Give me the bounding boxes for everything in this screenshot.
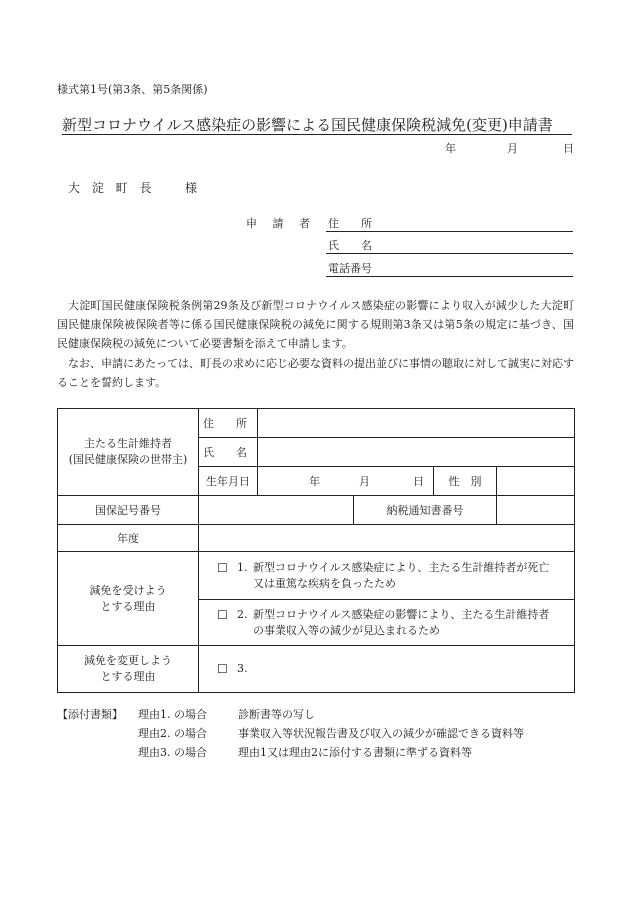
form-title: 新型コロナウイルス感染症の影響による国民健康保険税減免(変更)申請書 bbox=[62, 116, 553, 134]
fiscal-year-label: 年度 bbox=[58, 525, 199, 552]
reason-1-text: 新型コロナウイルス感染症により、主たる生計維持者が死亡 bbox=[253, 560, 550, 574]
insurance-number-label: 国保記号番号 bbox=[58, 496, 199, 525]
tax-notice-number-field[interactable] bbox=[497, 496, 575, 525]
change-reason-cell bbox=[58, 646, 199, 693]
sex-field[interactable] bbox=[497, 467, 575, 496]
birthdate-field[interactable] bbox=[258, 467, 434, 496]
attachment-case-2: 理由2. の場合 bbox=[138, 727, 207, 740]
earner-name-field[interactable] bbox=[258, 438, 575, 467]
insurance-number-field[interactable] bbox=[199, 496, 354, 525]
change-reason-label: 減免を変更しよう bbox=[84, 654, 172, 667]
earner-address-label: 住 所 bbox=[199, 409, 258, 438]
reduction-reason-label: 減免を受けよう bbox=[89, 583, 167, 597]
main-earner-label: 主たる生計維持者 bbox=[84, 437, 172, 450]
attachment-case-3: 理由3. の場合 bbox=[138, 746, 207, 759]
birth-day-label: 日 bbox=[413, 475, 424, 488]
reduction-reason-sublabel: とする理由 bbox=[100, 599, 156, 613]
date-year-label: 年 bbox=[445, 142, 456, 155]
applicant-address-label: 住 所 bbox=[328, 217, 372, 230]
reason-2-checkbox[interactable]: ☐ bbox=[217, 607, 228, 622]
reason-1-number: 1. bbox=[237, 560, 248, 574]
declaration-paragraph-2: なお、申請にあたっては、町長の求めに応じ必要な資料の提出並びに事情の聴取に対して誠実に対応することを誓約します。 bbox=[57, 357, 574, 389]
applicant-name-field[interactable] bbox=[326, 253, 573, 254]
reason-1-checkbox[interactable]: ☐ bbox=[217, 560, 228, 575]
attachment-doc-3: 理由1又は理由2に添付する書類に準ずる資料等 bbox=[238, 746, 472, 759]
reason-1-cell bbox=[199, 552, 575, 600]
applicant-label: 申 請 者 bbox=[246, 217, 316, 230]
attachments-heading: 【添付書類】 bbox=[57, 708, 123, 721]
attachment-doc-1: 診断書等の写し bbox=[238, 708, 315, 721]
reason-3-cell bbox=[199, 646, 575, 693]
tax-notice-number-label: 納税通知書番号 bbox=[354, 496, 497, 525]
date-day-label: 日 bbox=[563, 142, 574, 155]
fiscal-year-field[interactable] bbox=[199, 525, 575, 552]
application-table bbox=[57, 408, 575, 693]
attachment-doc-2: 事業収入等状況報告書及び収入の減少が確認できる資料等 bbox=[238, 727, 524, 740]
main-earner-sublabel: (国民健康保険の世帯主) bbox=[68, 453, 188, 466]
applicant-name-label: 氏 名 bbox=[328, 239, 372, 252]
birthdate-label: 生年月日 bbox=[199, 467, 258, 496]
reason-3-checkbox[interactable]: ☐ bbox=[217, 662, 228, 676]
applicant-phone-field[interactable] bbox=[326, 276, 573, 277]
main-earner-cell bbox=[58, 409, 199, 496]
change-reason-sublabel: とする理由 bbox=[100, 670, 156, 683]
reason-1-text-cont: 又は重篤な疾病を負ったため bbox=[253, 576, 396, 590]
reason-2-cell bbox=[199, 600, 575, 646]
form-number: 様式第1号(第3条、第5条関係) bbox=[57, 83, 208, 96]
addressee-honorific: 様 bbox=[185, 181, 198, 195]
addressee-name: 大 淀 町 長 bbox=[68, 181, 156, 195]
birth-month-label: 月 bbox=[359, 475, 370, 488]
reason-2-text: 新型コロナウイルス感染症の影響により、主たる生計維持者 bbox=[253, 607, 550, 621]
earner-name-label: 氏 名 bbox=[199, 438, 258, 467]
attachment-case-1: 理由1. の場合 bbox=[138, 708, 207, 721]
reason-2-number: 2. bbox=[237, 607, 248, 621]
declaration-paragraph-1: 大淀町国民健康保険税条例第29条及び新型コロナウイルス感染症の影響により収入が減少した大淀町国民健康保険被保険者等に係る国民健康保険税の減免に関する規則第3条又は第5条の規定に基づき、国民健康保険税の減免について必要書類を添えて申請します。 bbox=[57, 299, 574, 350]
sex-label: 性 別 bbox=[434, 467, 497, 496]
date-month-label: 月 bbox=[507, 142, 518, 155]
title-underline bbox=[62, 134, 572, 135]
reason-2-text-cont: の事業収入等の減少が見込まれるため bbox=[253, 623, 440, 637]
reduction-reason-cell bbox=[58, 552, 199, 646]
earner-address-field[interactable] bbox=[258, 409, 575, 438]
applicant-address-field[interactable] bbox=[326, 231, 573, 232]
reason-3-number: 3. bbox=[237, 662, 248, 675]
applicant-phone-label: 電話番号 bbox=[328, 262, 372, 275]
birth-year-label: 年 bbox=[309, 475, 320, 488]
